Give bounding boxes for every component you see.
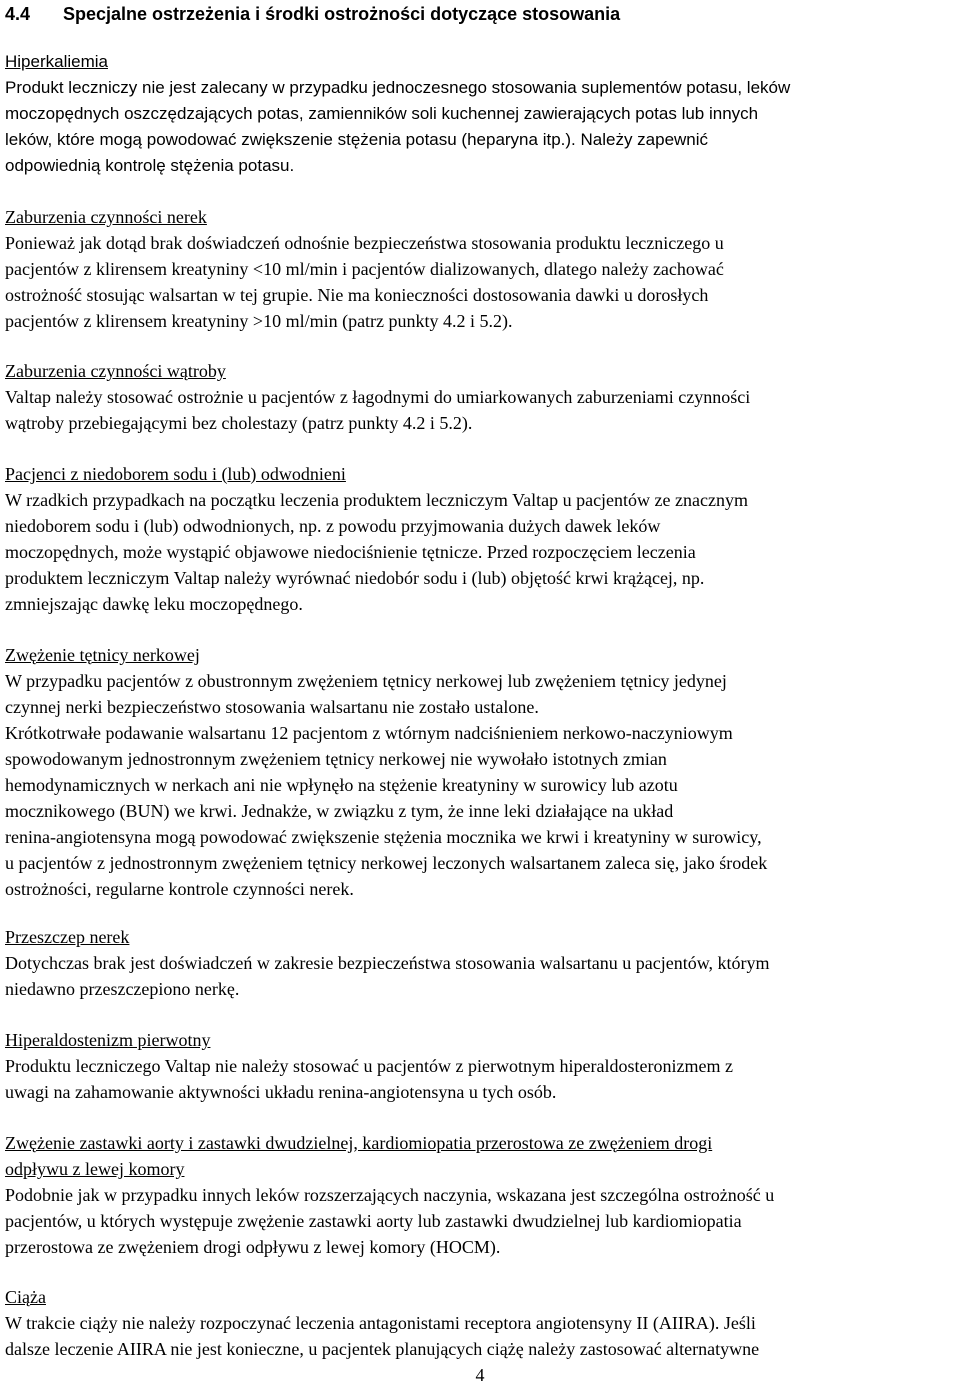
subheading-zwezenie-zastawki-line-2: odpływu z lewej komory: [5, 1159, 185, 1179]
text-line: Valtap należy stosować ostrożnie u pacjentów z łagodnymi do umiarkowanych zaburzeniami czynności: [5, 387, 751, 407]
text-line: uwagi na zahamowanie aktywności układu renina-angiotensyna u tych osób.: [5, 1082, 557, 1102]
text-line: Produkt leczniczy nie jest zalecany w przypadku jednoczesnego stosowania suplementów potasu, leków: [5, 78, 791, 97]
text-line: Podobnie jak w przypadku innych leków rozszerzających naczynia, wskazana jest szczególna ostrożność u: [5, 1185, 775, 1205]
paragraph-niedobor-sodu: [5, 487, 957, 617]
text-line: Ponieważ jak dotąd brak doświadczeń odnośnie bezpieczeństwa stosowania produktu leczniczego u: [5, 233, 724, 253]
paragraph-zaburzenia-watroby: [5, 384, 957, 436]
text-line: czynnej nerki bezpieczeństwo stosowania walsartanu nie zostało ustalone.: [5, 697, 539, 717]
text-line: renina-angiotensyna mogą powodować zwiększenie stężenia mocznika we krwi i kreatyniny w surowicy,: [5, 827, 762, 847]
paragraph-hiperaldostenizm: [5, 1053, 957, 1105]
subsection-hiperkaliemia: [5, 49, 957, 179]
text-line: zmniejszając dawkę leku moczopędnego.: [5, 594, 303, 614]
text-line: hemodynamicznych w nerkach ani nie wpłynęło na stężenie kreatyniny w surowicy lub azotu: [5, 775, 678, 795]
section-title: Specjalne ostrzeżenia i środki ostrożności dotyczące stosowania: [63, 4, 621, 24]
text-line: niedoborem sodu i (lub) odwodnionych, np. z powodu przyjmowania dużych dawek leków: [5, 516, 661, 536]
section-number: 4.4: [5, 4, 31, 24]
text-line: W rzadkich przypadkach na początku leczenia produktem leczniczym Valtap u pacjentów ze znacznym: [5, 490, 748, 510]
paragraph-zwezenie-zastawki: [5, 1182, 957, 1260]
subsection-hiperaldostenizm: [5, 1027, 957, 1105]
text-line: wątroby przebiegającymi bez cholestazy (patrz punkty 4.2 i 5.2).: [5, 413, 473, 433]
text-line: ostrożności, regularne kontrole czynności nerek.: [5, 879, 354, 899]
text-line: Produktu leczniczego Valtap nie należy stosować u pacjentów z pierwotnym hiperaldosteronizmem z: [5, 1056, 733, 1076]
subsection-niedobor-sodu: [5, 461, 957, 617]
section-heading: [5, 2, 620, 26]
text-line: W trakcie ciąży nie należy rozpoczynać leczenia antagonistami receptora angiotensyny II (AIIRA). Jeśli: [5, 1313, 756, 1333]
subheading-zaburzenia-watroby: Zaburzenia czynności wątroby: [5, 361, 226, 381]
text-line: produktem leczniczym Valtap należy wyrównać niedobór sodu i (lub) objętość krwi krążącej, np.: [5, 568, 705, 588]
text-line: W przypadku pacjentów z obustronnym zwężeniem tętnicy nerkowej lub zwężeniem tętnicy jedynej: [5, 671, 727, 691]
page-number: 4: [475, 1365, 485, 1385]
paragraph-zaburzenia-nerek: [5, 230, 957, 334]
text-line: ostrożność stosując walsartan w tej grupie. Nie ma konieczności dostosowania dawki u dorosłych: [5, 285, 709, 305]
paragraph-przeszczep-nerek: [5, 950, 957, 1002]
subheading-ciaza: Ciąża: [5, 1287, 46, 1307]
subsection-ciaza: [5, 1284, 957, 1362]
text-line: dalsze leczenie AIIRA nie jest konieczne, u pacjentek planujących ciążę należy zastosować alternatywne: [5, 1339, 760, 1359]
text-line: pacjentów z klirensem kreatyniny >10 ml/min (patrz punkty 4.2 i 5.2).: [5, 311, 513, 331]
text-line: pacjentów z klirensem kreatyniny <10 ml/min i pacjentów dializowanych, dlatego należy zachować: [5, 259, 724, 279]
subheading-przeszczep-nerek: Przeszczep nerek: [5, 927, 130, 947]
text-line: przerostowa ze zwężeniem drogi odpływu z lewej komory (HOCM).: [5, 1237, 501, 1257]
text-line: u pacjentów z jednostronnym zwężeniem tętnicy nerkowej leczonych walsartanem zaleca się, jako środek: [5, 853, 768, 873]
subheading-hiperkaliemia: Hiperkaliemia: [5, 52, 108, 71]
subheading-niedobor-sodu: Pacjenci z niedoborem sodu i (lub) odwodnieni: [5, 464, 346, 484]
subsection-zaburzenia-nerek: [5, 204, 957, 334]
text-line: niedawno przeszczepiono nerkę.: [5, 979, 240, 999]
text-line: mocznikowego (BUN) we krwi. Jednakże, w związku z tym, że inne leki działające na układ: [5, 801, 674, 821]
paragraph-ciaza: [5, 1310, 957, 1362]
subheading-zaburzenia-nerek: Zaburzenia czynności nerek: [5, 207, 207, 227]
subheading-hiperaldostenizm: Hiperaldostenizm pierwotny: [5, 1030, 211, 1050]
subsection-zwezenie-zastawki: [5, 1130, 957, 1260]
text-line: moczopędnych, może wystąpić objawowe niedociśnienie tętnicze. Przed rozpoczęciem leczenia: [5, 542, 696, 562]
subsection-zaburzenia-watroby: [5, 358, 957, 436]
text-line: pacjentów, u których występuje zwężenie zastawki aorty lub zastawki dwudzielnej lub kardiomiopatia: [5, 1211, 742, 1231]
text-line: moczopędnych oszczędzających potas, zamienników soli kuchennej zawierających potas lub innych: [5, 104, 759, 123]
text-line: spowodowanym jednostronnym zwężeniem tętnicy nerkowej nie wywołało istotnych zmian: [5, 749, 667, 769]
subheading-zwezenie-zastawki-line-1: Zwężenie zastawki aorty i zastawki dwudzielnej, kardiomiopatia przerostowa ze zwężeniem drogi: [5, 1133, 713, 1153]
text-line: odpowiednią kontrolę stężenia potasu.: [5, 156, 295, 175]
paragraph-zwezenie-tetnicy: [5, 668, 957, 902]
subsection-przeszczep-nerek: [5, 924, 957, 1002]
text-line: leków, które mogą powodować zwiększenie stężenia potasu (heparyna itp.). Należy zapewnić: [5, 130, 709, 149]
text-line: Dotychczas brak jest doświadczeń w zakresie bezpieczeństwa stosowania walsartanu u pacjentów, którym: [5, 953, 770, 973]
subheading-zwezenie-tetnicy: Zwężenie tętnicy nerkowej: [5, 645, 200, 665]
subsection-zwezenie-tetnicy: [5, 642, 957, 902]
paragraph-hiperkaliemia: [5, 75, 957, 179]
text-line: Krótkotrwałe podawanie walsartanu 12 pacjentom z wtórnym nadciśnieniem nerkowo-naczyniowym: [5, 723, 733, 743]
